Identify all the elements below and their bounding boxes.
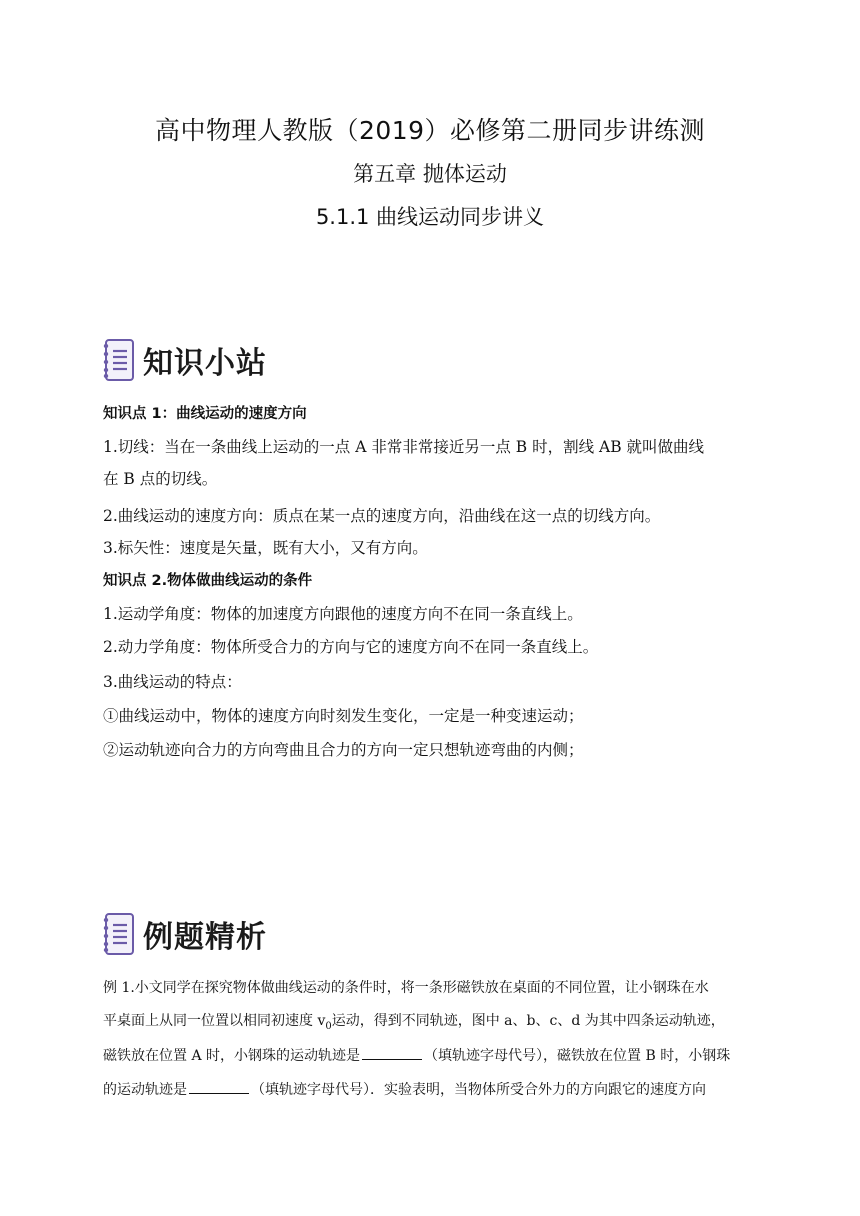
subscript: 0 bbox=[325, 1020, 332, 1032]
example-line bbox=[103, 1011, 763, 1037]
section-heading-label: 例题精析 bbox=[143, 920, 267, 955]
document-title: 高中物理人教版（2019）必修第二册同步讲练测 bbox=[154, 116, 706, 145]
paragraph-line: 1.切线：当在一条曲线上运动的一点 A 非常非常接近另一点 B 时，割线 AB 就叫做曲线 bbox=[103, 438, 705, 456]
notebook-icon bbox=[102, 912, 135, 956]
section-heading-examples bbox=[102, 908, 267, 960]
example-line bbox=[103, 1045, 763, 1066]
answer-blank bbox=[189, 1079, 249, 1094]
knowledge-point-2-title: 知识点 2.物体做曲线运动的条件 bbox=[103, 573, 313, 589]
paragraph-line: ②运动轨迹向合力的方向弯曲且合力的方向一定只想轨迹弯曲的内侧； bbox=[103, 741, 584, 759]
example-text: 运动，得到不同轨迹，图中 a、b、c、d 为其中四条运动轨迹， bbox=[331, 1013, 725, 1029]
example-text: 磁铁放在位置 A 时，小钢珠的运动轨迹是 bbox=[103, 1048, 361, 1064]
paragraph-line: 在 B 点的切线。 bbox=[103, 470, 218, 488]
paragraph-line: 3.曲线运动的特点： bbox=[103, 673, 242, 691]
lesson-title: 5.1.1 曲线运动同步讲义 bbox=[315, 205, 545, 229]
section-heading-knowledge bbox=[102, 334, 267, 386]
knowledge-point-1-title: 知识点 1：曲线运动的速度方向 bbox=[103, 406, 307, 422]
example-text: （填轨迹字母代号），磁铁放在位置 B 时，小钢珠 bbox=[424, 1048, 731, 1064]
paragraph-line: 2.动力学角度：物体所受合力的方向与它的速度方向不在同一条直线上。 bbox=[103, 638, 599, 656]
paragraph-line: ①曲线运动中，物体的速度方向时刻发生变化，一定是一种变速运动； bbox=[103, 707, 584, 725]
notebook-icon bbox=[102, 338, 135, 382]
section-heading-label: 知识小站 bbox=[143, 346, 267, 381]
answer-blank bbox=[362, 1045, 422, 1060]
chapter-title: 第五章 抛体运动 bbox=[353, 162, 507, 186]
paragraph-line: 2.曲线运动的速度方向：质点在某一点的速度方向，沿曲线在这一点的切线方向。 bbox=[103, 507, 661, 525]
example-line: 例 1.小文同学在探究物体做曲线运动的条件时，将一条形磁铁放在桌面的不同位置，让小钢珠在水 bbox=[103, 980, 709, 996]
example-text: 平桌面上从同一位置以相同初速度 v bbox=[103, 1013, 326, 1029]
example-text: （填轨迹字母代号）．实验表明，当物体所受合外力的方向跟它的速度方向 bbox=[251, 1082, 706, 1098]
paragraph-line: 1.运动学角度：物体的加速度方向跟他的速度方向不在同一条直线上。 bbox=[103, 605, 583, 623]
example-line bbox=[103, 1079, 763, 1100]
paragraph-line: 3.标矢性：速度是矢量，既有大小，又有方向。 bbox=[103, 539, 428, 557]
example-text: 的运动轨迹是 bbox=[103, 1082, 187, 1098]
